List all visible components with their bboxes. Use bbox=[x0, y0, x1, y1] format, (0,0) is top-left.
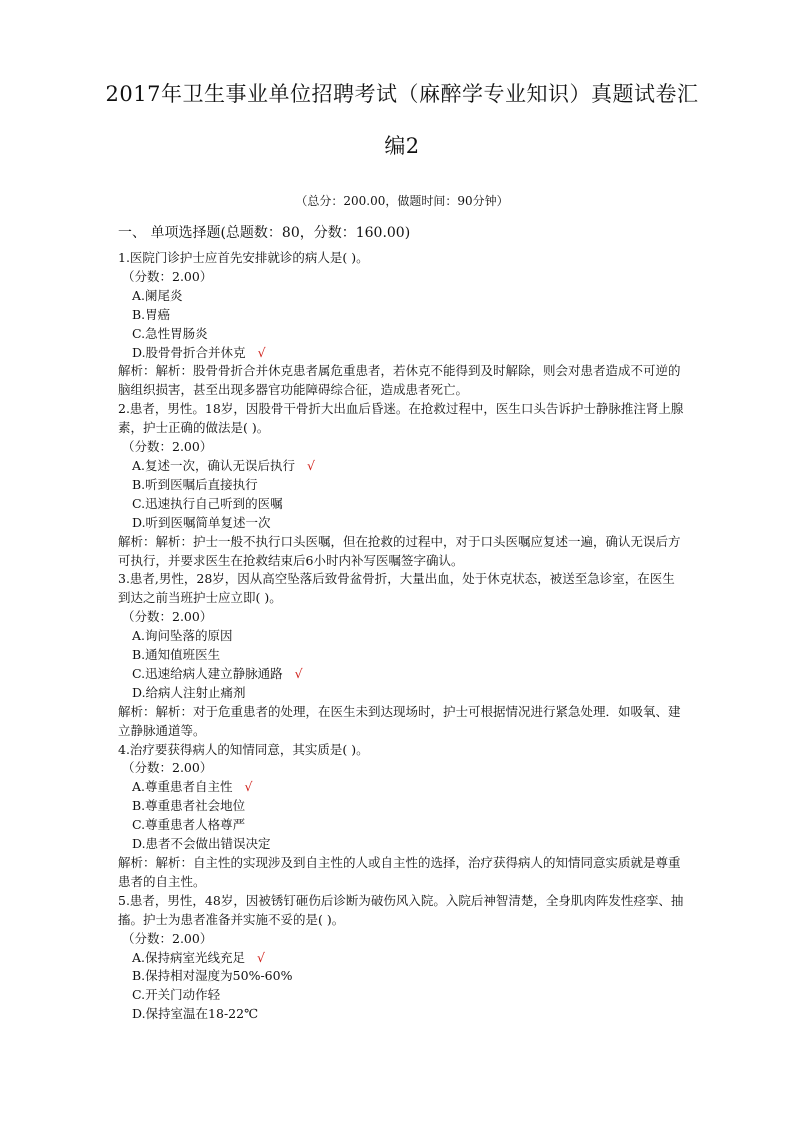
answer-option-label: B.通知值班医生 bbox=[132, 647, 221, 663]
correct-check-icon: √ bbox=[257, 949, 265, 965]
answer-option-label: C.尊重患者人格尊严 bbox=[132, 817, 246, 833]
question-stem: 2.患者，男性。18岁，因股骨干骨折大出血后昏迷。在抢救过程中，医生口头告诉护士静脉推注肾上腺素，护士正确的做法是( )。 bbox=[118, 401, 684, 436]
question-score: （分数：2.00） bbox=[122, 609, 213, 625]
question-stem: 4.治疗要获得病人的知情同意，其实质是( )。 bbox=[118, 741, 369, 757]
answer-option-label: C.开关门动作轻 bbox=[132, 987, 221, 1003]
answer-analysis: 解析：解析：股骨骨折合并休克患者属危重患者，若休克不能得到及时解除，则会对患者造成不可逆的脑组织损害，甚至出现多器官功能障碍综合征，造成患者死亡。 bbox=[118, 363, 681, 398]
answer-option bbox=[118, 797, 686, 816]
answer-analysis: 解析：解析：自主性的实现涉及到自主性的人或自主性的选择，治疗获得病人的知情同意实质就是尊重患者的自主性。 bbox=[118, 855, 681, 889]
document-title-line-1: 2017年卫生事业单位招聘考试（麻醉学专业知识）真题试卷汇 bbox=[105, 82, 699, 106]
answer-option bbox=[118, 967, 686, 986]
answer-option-label: A.保持病室光线充足 bbox=[132, 949, 246, 965]
question-stem: 3.患者,男性，28岁，因从高空坠落后致骨盆骨折，大量出血，处于休克状态，被送至急诊室，在医生到达之前当班护士应立即( )。 bbox=[118, 571, 675, 606]
answer-option bbox=[118, 684, 686, 703]
correct-check-icon: √ bbox=[257, 344, 266, 360]
answer-option bbox=[118, 344, 686, 363]
answer-option bbox=[118, 287, 686, 306]
question-score: （分数：2.00） bbox=[122, 930, 213, 946]
answer-option-label: D.保持室温在18-22℃ bbox=[132, 1006, 259, 1022]
answer-option-label: D.股骨骨折合并休克 bbox=[132, 344, 246, 360]
answer-option-label: D.患者不会做出错误决定 bbox=[132, 836, 271, 852]
answer-option bbox=[118, 514, 686, 533]
answer-option bbox=[118, 306, 686, 325]
answer-option-label: B.尊重患者社会地位 bbox=[132, 798, 246, 814]
answer-option-label: C.迅速执行自己听到的医嘱 bbox=[132, 495, 283, 511]
answer-option-label: D.给病人注射止痛剂 bbox=[132, 684, 246, 700]
answer-option bbox=[118, 457, 686, 476]
section-heading: 一、 单项选择题(总题数：80，分数：160.00) bbox=[118, 225, 411, 241]
question-stem: 1.医院门诊护士应首先安排就诊的病人是( )。 bbox=[118, 250, 369, 265]
answer-option bbox=[118, 495, 686, 514]
answer-option-label: B.保持相对湿度为50%-60% bbox=[132, 968, 293, 984]
answer-option-label: A.尊重患者自主性 bbox=[132, 779, 233, 795]
answer-option-label: D.听到医嘱简单复述一次 bbox=[132, 514, 271, 530]
question-block bbox=[118, 570, 686, 740]
answer-option-label: A.复述一次，确认无误后执行 bbox=[132, 457, 296, 473]
question-score: （分数：2.00） bbox=[122, 439, 213, 455]
correct-check-icon: √ bbox=[294, 665, 303, 681]
answer-option bbox=[118, 665, 686, 684]
question-block bbox=[118, 249, 686, 400]
question-score: （分数：2.00） bbox=[122, 760, 213, 776]
question-block bbox=[118, 400, 686, 570]
document-title-line-2: 编2 bbox=[384, 134, 420, 158]
answer-option bbox=[118, 1005, 686, 1024]
answer-option bbox=[118, 627, 686, 646]
answer-option-label: A.阑尾炎 bbox=[132, 287, 183, 303]
answer-option bbox=[118, 325, 686, 344]
question-block bbox=[118, 892, 686, 1024]
answer-option bbox=[118, 778, 686, 797]
answer-option bbox=[118, 835, 686, 854]
answer-option-label: A.询问坠落的原因 bbox=[132, 628, 233, 644]
exam-summary: （总分：200.00，做题时间：90分钟） bbox=[295, 194, 509, 208]
answer-option bbox=[118, 476, 686, 495]
answer-option-label: B.听到医嘱后直接执行 bbox=[132, 476, 258, 492]
answer-option bbox=[118, 646, 686, 665]
answer-option-label: B.胃癌 bbox=[132, 306, 171, 322]
answer-option bbox=[118, 986, 686, 1005]
answer-analysis: 解析：解析：对于危重患者的处理，在医生未到达现场时，护士可根据情况进行紧急处理．如吸氧、建立静脉通道等。 bbox=[118, 703, 681, 738]
answer-option-label: C.迅速给病人建立静脉通路 bbox=[132, 665, 283, 681]
question-block bbox=[118, 741, 686, 892]
answer-option bbox=[118, 949, 686, 968]
answer-analysis: 解析：解析：护士一般不执行口头医嘱，但在抢救的过程中，对于口头医嘱应复述一遍，确认无误后方可执行，并要求医生在抢救结束后6小时内补写医嘱签字确认。 bbox=[118, 533, 681, 568]
answer-option-label: C.急性胃肠炎 bbox=[132, 325, 208, 341]
question-list bbox=[118, 249, 686, 1024]
question-stem: 5.患者，男性，48岁，因被锈钉砸伤后诊断为破伤风入院。入院后神智清楚，全身肌肉阵发性痉挛、抽搐。护士为患者准备并实施不妥的是( )。 bbox=[118, 892, 684, 927]
correct-check-icon: √ bbox=[244, 779, 253, 795]
question-score: （分数：2.00） bbox=[122, 268, 213, 284]
answer-option bbox=[118, 816, 686, 835]
correct-check-icon: √ bbox=[307, 457, 315, 473]
